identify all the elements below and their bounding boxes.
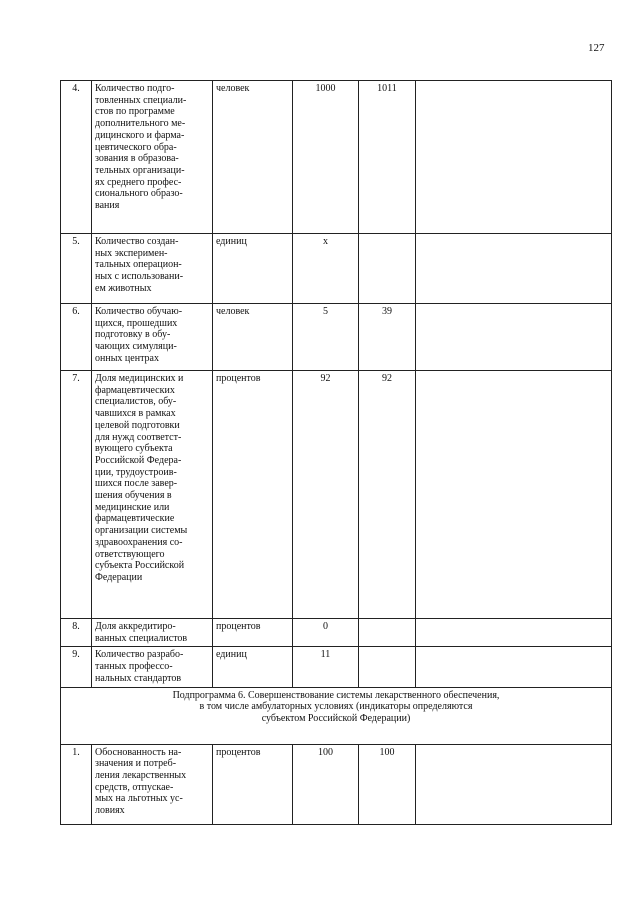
unit-of-measure: человек [213,81,293,234]
unit-of-measure: единиц [213,234,293,304]
notes-cell [416,619,612,647]
planned-value: 1000 [293,81,359,234]
subprogram-heading [61,687,612,744]
notes-cell [416,304,612,371]
table-row [61,81,612,234]
actual-value: 39 [359,304,416,371]
page-number: 127 [588,42,605,54]
notes-cell [416,744,612,824]
indicator-name: Количество создан- ных эксперимен- тальных операцион- ных с использовани- ем животных [92,234,213,304]
actual-value [359,619,416,647]
unit-of-measure: человек [213,304,293,371]
planned-value: х [293,234,359,304]
table-row [61,371,612,619]
notes-cell [416,81,612,234]
unit-of-measure: единиц [213,647,293,687]
notes-cell [416,234,612,304]
indicator-name: Количество обучаю- щихся, прошедших подготовку в обу- чающих симуляци- онных центрах [92,304,213,371]
planned-value: 11 [293,647,359,687]
row-number: 5. [61,234,92,304]
indicator-name: Количество подго- товленных специали- стов по программе дополнительного ме- дицинского и фарма- цевтического обра- зования в образова- тельных организаци- ях среднего профес- сионального образо- вания [92,81,213,234]
actual-value: 1011 [359,81,416,234]
indicator-name: Доля медицинских и фармацевтических специалистов, обу- чавшихся в рамках целевой подготовки для нужд соответст- вующего субъекта Российской Федера- ции, трудоустроив- шихся после завер- шения обучения в медицинские или фармацевтические организации системы здравоохранения со- ответствующего субъекта Российской Федерации [92,371,213,619]
unit-of-measure: процентов [213,371,293,619]
table-body [61,81,612,825]
unit-of-measure: процентов [213,744,293,824]
planned-value: 0 [293,619,359,647]
actual-value: 100 [359,744,416,824]
row-number: 6. [61,304,92,371]
indicators-table [60,80,612,825]
indicator-name: Доля аккредитиро- ванных специалистов [92,619,213,647]
row-number: 4. [61,81,92,234]
row-number: 1. [61,744,92,824]
planned-value: 5 [293,304,359,371]
table-row [61,647,612,687]
subprogram-heading-line: в том числе амбулаторных условиях (индикаторы определяются [199,701,473,713]
indicator-name: Обоснованность на- значения и потреб- ления лекарственных средств, отпускае- мых на льготных ус- ловиях [92,744,213,824]
row-number: 8. [61,619,92,647]
notes-cell [416,647,612,687]
row-number: 9. [61,647,92,687]
actual-value: 92 [359,371,416,619]
subprogram-heading-line: Подпрограмма 6. Совершенствование системы лекарственного обеспечения, [172,689,500,701]
row-number: 7. [61,371,92,619]
indicator-name: Количество разрабо- танных профессо- нальных стандартов [92,647,213,687]
planned-value: 100 [293,744,359,824]
unit-of-measure: процентов [213,619,293,647]
table-row [61,744,612,824]
subprogram-heading-line: субъектом Российской Федерации) [261,712,411,724]
planned-value: 92 [293,371,359,619]
actual-value [359,647,416,687]
section-row [61,687,612,744]
table-row [61,234,612,304]
notes-cell [416,371,612,619]
table-row [61,619,612,647]
actual-value [359,234,416,304]
table-row [61,304,612,371]
